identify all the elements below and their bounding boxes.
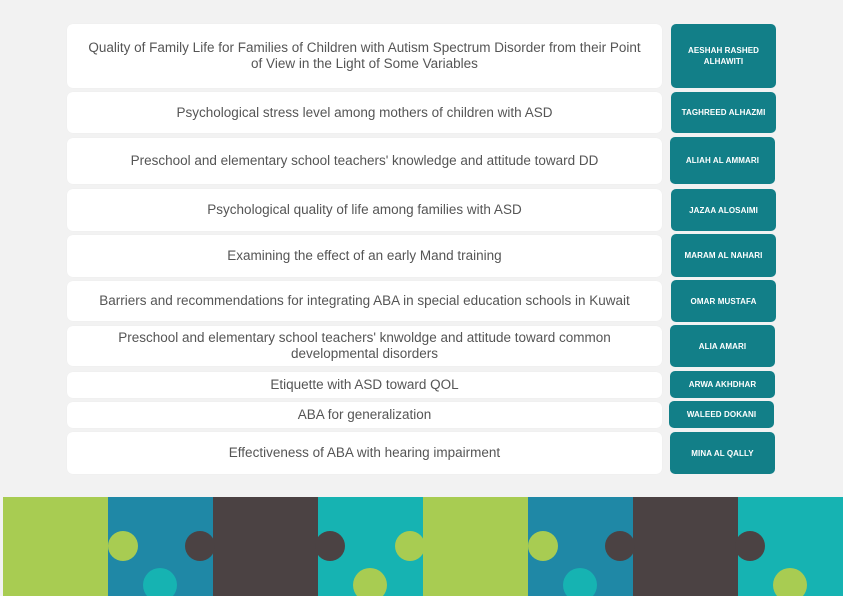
research-title: Quality of Family Life for Families of Children with Autism Spectrum Disorder from their Point of View in the Light of Some Variables bbox=[67, 24, 662, 88]
researcher-name-badge: MINA AL QALLY bbox=[670, 432, 775, 474]
puzzle-piece-green bbox=[3, 497, 108, 596]
research-title: Effectiveness of ABA with hearing impairment bbox=[67, 432, 662, 474]
research-title: Examining the effect of an early Mand training bbox=[67, 235, 662, 277]
researcher-name-badge: ALIA AMARI bbox=[670, 325, 775, 367]
puzzle-knob bbox=[185, 531, 215, 561]
research-title: Barriers and recommendations for integrating ABA in special education schools in Kuwait bbox=[67, 281, 662, 321]
researcher-name-badge: OMAR MUSTAFA bbox=[671, 280, 776, 322]
puzzle-knob bbox=[735, 531, 765, 561]
researcher-name-badge: AESHAH RASHED ALHAWITI bbox=[671, 24, 776, 88]
research-title: Preschool and elementary school teachers' knowledge and attitude toward DD bbox=[67, 138, 662, 184]
researcher-name-badge: TAGHREED ALHAZMI bbox=[671, 92, 776, 133]
puzzle-knob bbox=[315, 531, 345, 561]
research-title: Preschool and elementary school teachers' knwoldge and attitude toward common developmental disorders bbox=[67, 326, 662, 366]
puzzle-knob bbox=[395, 531, 425, 561]
researcher-name-badge: WALEED DOKANI bbox=[669, 401, 774, 428]
research-title: ABA for generalization bbox=[67, 402, 662, 428]
research-title: Psychological quality of life among families with ASD bbox=[67, 189, 662, 231]
research-title: Etiquette with ASD toward QOL bbox=[67, 372, 662, 398]
puzzle-piece-brown bbox=[633, 497, 738, 596]
puzzle-knob bbox=[108, 531, 138, 561]
puzzle-knob bbox=[528, 531, 558, 561]
puzzle-knob bbox=[605, 531, 635, 561]
researcher-name-badge: MARAM AL NAHARI bbox=[671, 234, 776, 277]
researcher-name-badge: ALIAH AL AMMARI bbox=[670, 137, 775, 184]
researcher-name-badge: JAZAA ALOSAIMI bbox=[671, 189, 776, 231]
puzzle-piece-brown bbox=[213, 497, 318, 596]
puzzle-banner bbox=[3, 497, 843, 596]
researcher-name-badge: ARWA AKHDHAR bbox=[670, 371, 775, 398]
puzzle-piece-green bbox=[423, 497, 528, 596]
research-title: Psychological stress level among mothers of children with ASD bbox=[67, 92, 662, 133]
